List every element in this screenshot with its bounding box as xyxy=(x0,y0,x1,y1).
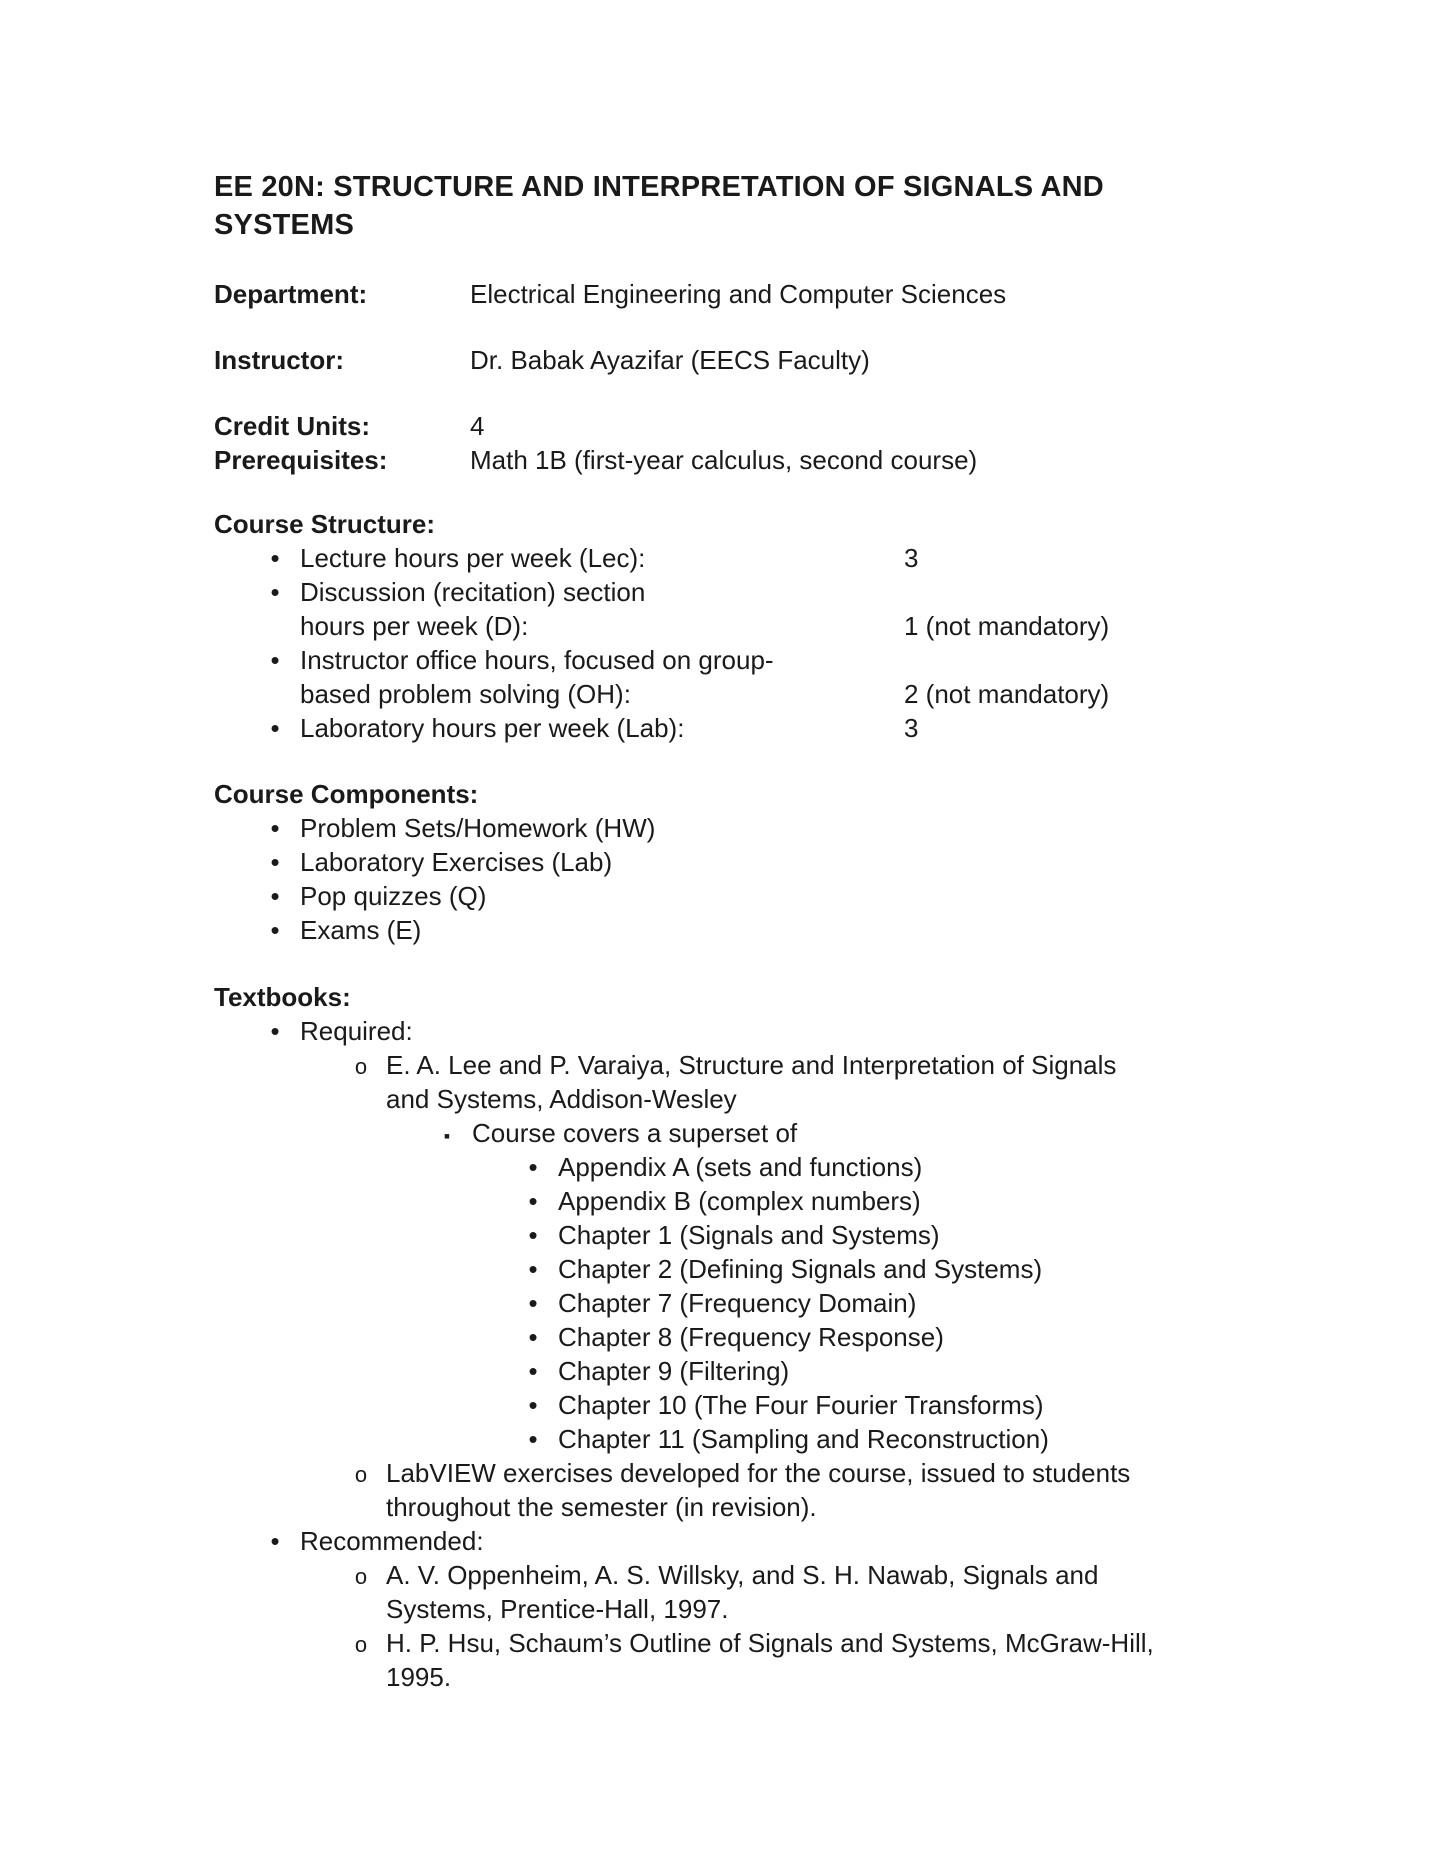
chapter-list xyxy=(472,1150,1254,1456)
recommended-label: Recommended: xyxy=(300,1526,484,1556)
chapter-label: Chapter 2 (Defining Signals and Systems) xyxy=(558,1254,1043,1284)
list-item xyxy=(558,1252,1254,1286)
list-item xyxy=(558,1150,1254,1184)
bullet-icon xyxy=(518,1184,548,1218)
recommended-book-line-2: 1995. xyxy=(386,1662,452,1692)
structure-item-label-cont: based problem solving (OH): xyxy=(300,679,631,709)
chapter-label: Chapter 10 (The Four Fourier Transforms) xyxy=(558,1390,1044,1420)
department-label: Department: xyxy=(214,279,368,309)
labview-line-2: throughout the semester (in revision). xyxy=(386,1492,817,1522)
required-label: Required: xyxy=(300,1016,413,1046)
instructor-row xyxy=(214,343,1254,377)
chapter-label: Chapter 9 (Filtering) xyxy=(558,1356,790,1386)
component-label: Laboratory Exercises (Lab) xyxy=(300,847,613,877)
course-components-heading: Course Components: xyxy=(214,779,479,809)
circle-bullet-icon xyxy=(346,1626,376,1662)
square-bullet-icon xyxy=(432,1116,462,1153)
structure-item-value: 1 (not mandatory) xyxy=(904,611,1110,641)
list-item xyxy=(300,711,1254,745)
bullet-icon xyxy=(260,879,290,913)
required-book-line-1: E. A. Lee and P. Varaiya, Structure and Interpretation of Signals xyxy=(386,1050,1117,1080)
required-book-line-2: and Systems, Addison-Wesley xyxy=(386,1084,737,1114)
list-item xyxy=(386,1456,1254,1524)
bullet-icon xyxy=(518,1252,548,1286)
component-label: Pop quizzes (Q) xyxy=(300,881,487,911)
chapter-label: Chapter 8 (Frequency Response) xyxy=(558,1322,944,1352)
list-item xyxy=(558,1388,1254,1422)
structure-item-label: Discussion (recitation) section xyxy=(300,577,646,607)
structure-item-value: 3 xyxy=(904,713,919,743)
bullet-icon xyxy=(518,1218,548,1252)
chapter-label: Chapter 11 (Sampling and Reconstruction) xyxy=(558,1424,1049,1454)
recommended-book-line-2: Systems, Prentice-Hall, 1997. xyxy=(386,1594,729,1624)
structure-item-label: Laboratory hours per week (Lab): xyxy=(300,713,685,743)
chapter-label: Chapter 1 (Signals and Systems) xyxy=(558,1220,940,1250)
list-item xyxy=(300,1524,1254,1694)
list-item xyxy=(300,575,1254,643)
component-label: Problem Sets/Homework (HW) xyxy=(300,813,656,843)
structure-item-label: Instructor office hours, focused on group- xyxy=(300,645,774,675)
bullet-icon xyxy=(518,1150,548,1184)
document-title xyxy=(214,168,1254,244)
list-item xyxy=(558,1320,1254,1354)
list-item xyxy=(300,811,1254,845)
list-item xyxy=(386,1558,1254,1626)
bullet-icon xyxy=(260,1014,290,1048)
required-books-list xyxy=(300,1048,1254,1524)
list-item xyxy=(300,541,1254,575)
list-item xyxy=(558,1354,1254,1388)
instructor-value: Dr. Babak Ayazifar (EECS Faculty) xyxy=(470,345,870,375)
recommended-books-list xyxy=(300,1558,1254,1694)
credit-units-label: Credit Units: xyxy=(214,411,370,441)
bullet-icon xyxy=(518,1388,548,1422)
circle-bullet-icon xyxy=(346,1456,376,1492)
textbooks-list xyxy=(214,1014,1254,1694)
bullet-icon xyxy=(260,1524,290,1558)
instructor-label: Instructor: xyxy=(214,345,344,375)
structure-item-value: 2 (not mandatory) xyxy=(904,679,1110,709)
list-item xyxy=(558,1218,1254,1252)
list-item xyxy=(472,1116,1254,1456)
title-line-2: SYSTEMS xyxy=(214,209,354,241)
recommended-book-line-1: H. P. Hsu, Schaum’s Outline of Signals and Systems, McGraw-Hill, xyxy=(386,1628,1154,1658)
structure-item-label-cont: hours per week (D): xyxy=(300,611,529,641)
labview-line-1: LabVIEW exercises developed for the course, issued to students xyxy=(386,1458,1131,1488)
course-structure-list xyxy=(214,541,1254,745)
document-page xyxy=(214,168,1254,1694)
credit-units-row xyxy=(214,409,1254,443)
bullet-icon xyxy=(260,711,290,745)
bullet-icon xyxy=(260,811,290,845)
prerequisites-value: Math 1B (first-year calculus, second course) xyxy=(470,445,978,475)
list-item xyxy=(300,845,1254,879)
bullet-icon xyxy=(260,845,290,879)
department-value: Electrical Engineering and Computer Sciences xyxy=(470,279,1007,309)
list-item xyxy=(558,1286,1254,1320)
recommended-book-line-1: A. V. Oppenheim, A. S. Willsky, and S. H. Nawab, Signals and xyxy=(386,1560,1099,1590)
course-components-list xyxy=(214,811,1254,947)
bullet-icon xyxy=(260,541,290,575)
course-structure-heading: Course Structure: xyxy=(214,509,436,539)
textbooks-heading: Textbooks: xyxy=(214,982,351,1012)
list-item xyxy=(300,879,1254,913)
structure-item-value: 3 xyxy=(904,543,919,573)
bullet-icon xyxy=(518,1286,548,1320)
chapter-label: Chapter 7 (Frequency Domain) xyxy=(558,1288,917,1318)
list-item xyxy=(558,1422,1254,1456)
list-item xyxy=(300,643,1254,711)
list-item xyxy=(300,1014,1254,1524)
list-item xyxy=(386,1048,1254,1456)
credit-units-value: 4 xyxy=(470,411,485,441)
coverage-list xyxy=(386,1116,1254,1456)
bullet-icon xyxy=(518,1354,548,1388)
circle-bullet-icon xyxy=(346,1558,376,1594)
structure-item-label: Lecture hours per week (Lec): xyxy=(300,543,646,573)
bullet-icon xyxy=(260,913,290,947)
bullet-icon xyxy=(518,1320,548,1354)
title-line-1: EE 20N: STRUCTURE AND INTERPRETATION OF SIGNALS AND xyxy=(214,171,1104,203)
bullet-icon xyxy=(518,1422,548,1456)
covers-label: Course covers a superset of xyxy=(472,1118,798,1148)
prerequisites-row xyxy=(214,443,1254,477)
circle-bullet-icon xyxy=(346,1048,376,1084)
chapter-label: Appendix A (sets and functions) xyxy=(558,1152,923,1182)
list-item xyxy=(300,913,1254,947)
list-item xyxy=(558,1184,1254,1218)
department-row xyxy=(214,277,1254,311)
list-item xyxy=(386,1626,1254,1694)
bullet-icon xyxy=(260,575,290,609)
prerequisites-label: Prerequisites: xyxy=(214,445,388,475)
chapter-label: Appendix B (complex numbers) xyxy=(558,1186,921,1216)
component-label: Exams (E) xyxy=(300,915,422,945)
bullet-icon xyxy=(260,643,290,677)
